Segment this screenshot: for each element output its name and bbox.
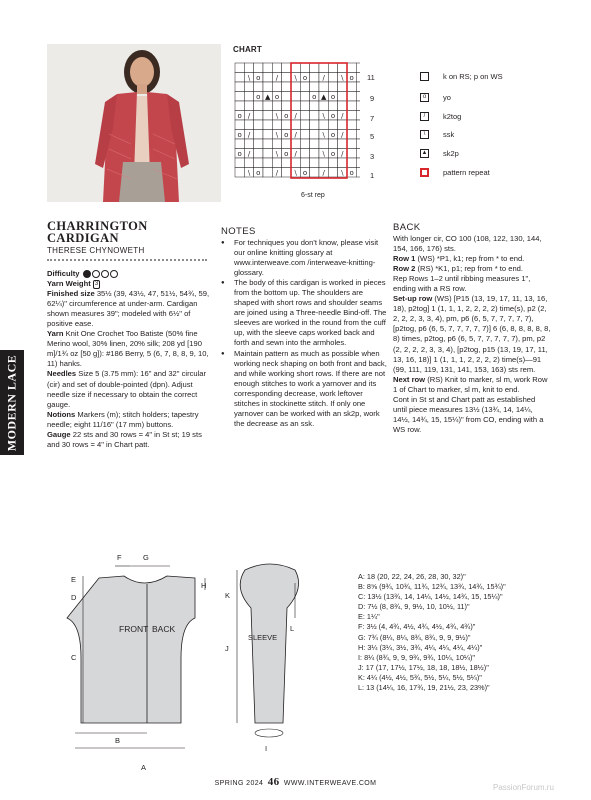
notions-label: Notions xyxy=(47,409,76,419)
chart-cell xyxy=(272,82,281,92)
chart-cell xyxy=(300,158,309,168)
chart-cell xyxy=(282,73,291,83)
chart-cell xyxy=(263,101,272,111)
note-item: ● For techniques you don't know, please visit our online knitting glossary at www.interweave.com /interweave-knitting-glossary. xyxy=(221,238,388,278)
chart-symbol: / xyxy=(275,169,279,177)
sk2p-arrow-icon: ▲ xyxy=(421,149,428,156)
chart-cell xyxy=(300,130,309,140)
chart-cell xyxy=(356,92,360,102)
chart-cell xyxy=(319,82,328,92)
chart-cell xyxy=(272,120,281,130)
chart-symbol: \ xyxy=(294,169,297,177)
chart-symbol: / xyxy=(294,112,297,120)
section-side-tab xyxy=(0,350,24,455)
chart-cell xyxy=(310,63,319,73)
chart-symbol: / xyxy=(247,150,251,158)
back-column xyxy=(393,222,551,435)
chart-cell xyxy=(338,120,347,130)
chart-cell xyxy=(347,63,356,73)
chart-cell xyxy=(254,130,263,140)
chart-cell xyxy=(300,63,309,73)
ssk-backslash-icon: \ xyxy=(420,130,429,139)
needles-text: Size 5 (3.75 mm): 16" and 32" circular (cir) and set of double-pointed (dpn). Adjust needle size if necessary to obtain the correct gauge. xyxy=(47,369,207,409)
chart-cell xyxy=(300,120,309,130)
chart-cell xyxy=(244,101,253,111)
dim-letter-f: F xyxy=(117,553,122,562)
legend-k2tog xyxy=(420,110,461,122)
chart-cell xyxy=(254,149,263,159)
materials-column xyxy=(47,269,213,450)
chart-symbol: o xyxy=(274,93,280,101)
chart-symbol: o xyxy=(237,131,242,139)
chart-cell xyxy=(310,130,319,140)
yarn-weight-label: Yarn Weight xyxy=(47,279,91,289)
empty-square-icon xyxy=(420,72,429,81)
chart-cell xyxy=(300,82,309,92)
chart-cell xyxy=(328,158,337,168)
measurement-item: F: 3½ (4, 4¾, 4½, 4¾, 4½, 4¾, 4¾)" xyxy=(358,622,476,632)
dim-letter-h: H xyxy=(201,581,207,590)
chart-cell xyxy=(356,120,360,130)
chart-cell xyxy=(328,139,337,149)
dim-letter-l: L xyxy=(290,624,295,633)
chart-cell xyxy=(328,73,337,83)
cont-text: Cont in St st and Chart patt as established until piece measures 13½ (13¾, 14, 14¼, 14½, 14¾, 15, 15¼)" from CO, ending with a WS row. xyxy=(393,394,544,434)
yarn-weight-icon: 3 xyxy=(94,280,99,287)
chart-symbol: o xyxy=(237,112,242,120)
chart-symbol: o xyxy=(256,74,261,82)
legend-label: pattern repeat xyxy=(443,167,490,177)
chart-cell xyxy=(291,63,300,73)
chart-cell xyxy=(356,168,360,178)
lace-chart-grid xyxy=(230,58,360,184)
chart-symbol: o xyxy=(330,112,336,120)
chart-cell xyxy=(338,82,347,92)
next-row-label: Next row xyxy=(393,374,426,384)
row1-text: (WS) *P1, k1; rep from * to end. xyxy=(417,254,525,264)
chart-cell xyxy=(282,92,291,102)
chart-cell xyxy=(310,101,319,111)
chart-cell xyxy=(328,82,337,92)
chart-cell xyxy=(356,63,360,73)
difficulty-empty-icon xyxy=(92,270,100,278)
chart-symbol: / xyxy=(341,112,344,120)
next-row-text: (RS) Knit to marker, sl m, work Row 1 of Chart to marker, sl m, knit to end. xyxy=(393,374,548,394)
chart-symbol: \ xyxy=(322,150,325,158)
cardigan-photo-illustration xyxy=(47,44,221,202)
notes-column xyxy=(221,226,388,429)
row-number: 5 xyxy=(370,132,375,141)
chart-cell xyxy=(310,82,319,92)
chart-cell xyxy=(235,168,244,178)
legend-repeat xyxy=(420,166,490,178)
yarn-label: Yarn xyxy=(47,329,64,339)
chart-cell xyxy=(263,139,272,149)
chart-cell xyxy=(356,149,360,159)
chart-cell xyxy=(235,120,244,130)
chart-cell xyxy=(310,120,319,130)
difficulty-filled-icon xyxy=(83,270,91,278)
dim-letter-g: G xyxy=(143,553,149,562)
chart-cell xyxy=(235,73,244,83)
chart-cell xyxy=(338,139,347,149)
k2tog-slash-icon: / xyxy=(420,112,429,121)
row-number: 1 xyxy=(370,171,375,180)
chart-cell xyxy=(263,73,272,83)
chart-cell xyxy=(319,158,328,168)
chart-symbol: o xyxy=(284,150,289,158)
finished-size-text: 35½ (39, 43½, 47, 51½, 54¾, 59, 62¼)" circumference at under-arm. Cardigan shown measures 39"; modeled with 6½" of positive ease. xyxy=(47,289,210,329)
chart-cell xyxy=(282,158,291,168)
chart-cell xyxy=(300,139,309,149)
chart-cell xyxy=(254,120,263,130)
chart-cell xyxy=(272,63,281,73)
model-photo xyxy=(47,44,221,202)
chart-cell xyxy=(300,111,309,121)
chart-symbol: o xyxy=(312,93,317,101)
dim-letter-k: K xyxy=(225,591,231,600)
chart-cell xyxy=(235,63,244,73)
finished-size-label: Finished size xyxy=(47,289,95,299)
chart-cell xyxy=(254,63,263,73)
chart-cell xyxy=(282,82,291,92)
chart-cell xyxy=(244,92,253,102)
gauge-text: 22 sts and 30 rows = 4" in St st; 19 sts and 30 rows = 4" in Chart patt. xyxy=(47,429,202,449)
chart-cell xyxy=(356,82,360,92)
body-outline xyxy=(67,576,195,723)
chart-symbol: / xyxy=(322,169,325,177)
chart-cell xyxy=(300,101,309,111)
setup-label: Set-up row xyxy=(393,294,433,304)
chart-cell xyxy=(319,139,328,149)
rep-text: Rep Rows 1–2 until ribbing measures 1", ending with a RS row. xyxy=(393,274,531,294)
chart-cell xyxy=(347,130,356,140)
chart-cell xyxy=(263,82,272,92)
measurement-item: L: 13 (14¼, 16, 17¾, 19, 21½, 23, 23%)" xyxy=(358,683,490,693)
sleeve-label: SLEEVE xyxy=(248,633,278,642)
chart-cell xyxy=(254,101,263,111)
chart-cell xyxy=(347,139,356,149)
row-number: 7 xyxy=(370,114,375,123)
measurements-list xyxy=(358,572,558,693)
chart-symbol: / xyxy=(294,150,297,158)
chart-cell xyxy=(244,120,253,130)
chart-cell xyxy=(300,149,309,159)
chart-cell xyxy=(347,111,356,121)
chart-cell xyxy=(356,130,360,140)
chart-cell xyxy=(356,158,360,168)
chart-cell xyxy=(282,168,291,178)
legend-yo xyxy=(420,91,451,103)
legend-ssk xyxy=(420,128,454,140)
pattern-title-line: CARDIGAN xyxy=(47,231,119,245)
chart-cell xyxy=(254,158,263,168)
repeat-label: 6-st rep xyxy=(301,192,325,199)
chart-symbol: \ xyxy=(275,150,279,158)
chart-cell xyxy=(282,139,291,149)
chart-cell xyxy=(328,168,337,178)
legend-knit xyxy=(420,70,503,82)
difficulty-empty-icon xyxy=(101,270,109,278)
chart-symbol: ▲ xyxy=(264,93,271,101)
chart-symbol: \ xyxy=(341,169,344,177)
chart-cell xyxy=(328,120,337,130)
chart-cell xyxy=(347,92,356,102)
red-square-icon xyxy=(420,168,429,177)
setup-text: (WS) [P15 (13, 19, 17, 11, 13, 16, 18), p2tog] 1 (1, 1, 1, 2, 2, 2, 2) time(s), p2 (2, 2, 2, 2, 3, 3, 4), pm, p6 (6, 5, 7, 7, 7, 7, 7), [p2tog, p6 (6, 5, 7, 7, 7, 7, 7)] 6 (6, 8, 8, 8, 8, 8, 8) times, p2tog, p6 (6, 5, 7, 7, 7, 7, 7), pm, p2 (2, 2, 2, 2, 3, 3, 4), [p2tog, p15 (13, 19, 17, 11, 13, 16, 18)] 1 (1, 1, 1, 2, 2, 2, 2) time(s)—91 (99, 111, 119, 131, 141, 153, 163) sts rem. xyxy=(393,294,551,374)
dim-letter-a: A xyxy=(141,763,147,772)
chart-symbol: o xyxy=(302,74,308,82)
row-number: 11 xyxy=(367,73,375,82)
legend-label: ssk xyxy=(443,129,455,139)
chart-symbol: \ xyxy=(322,131,325,139)
chart-cell xyxy=(319,63,328,73)
chart-cell xyxy=(347,149,356,159)
measurement-item: J: 17 (17, 17½, 17½, 18, 18, 18½, 18½)" xyxy=(358,662,489,672)
chart-cell xyxy=(282,63,291,73)
measurement-item: E: 1¼" xyxy=(358,612,380,622)
chart-symbol: o xyxy=(349,169,354,177)
legend-label: sk2p xyxy=(443,148,459,158)
chart-cell xyxy=(347,158,356,168)
row-number: 9 xyxy=(370,94,375,103)
notes-heading: NOTES xyxy=(221,226,256,237)
chart-cells xyxy=(235,63,360,177)
chart-cell xyxy=(291,92,300,102)
chart-cell xyxy=(263,168,272,178)
chart-cell xyxy=(347,120,356,130)
chart-cell xyxy=(338,101,347,111)
back-label: BACK xyxy=(152,624,176,634)
chart-cell xyxy=(310,139,319,149)
legend-label: k on RS; p on WS xyxy=(443,71,503,81)
chart-symbol: o xyxy=(330,93,336,101)
chart-cell xyxy=(347,82,356,92)
chart-cell xyxy=(338,92,347,102)
footer-issue: SPRING 2024 xyxy=(214,780,264,787)
chart-symbol: o xyxy=(256,169,261,177)
chart-cell xyxy=(254,139,263,149)
chart-cell xyxy=(244,63,253,73)
chart-symbol: / xyxy=(341,150,344,158)
chart-cell xyxy=(356,139,360,149)
note-item: ● Maintain pattern as much as possible when working neck shaping on both front and back, and while working short rows. If there are not enough stitches to work a yarnover and its corresponding decrease, work leftover stitches in stockinette stitch. If only one yarnover can be worked with an sk2p, work the decrease as an ssk. xyxy=(221,349,388,429)
chart-cell xyxy=(310,158,319,168)
page-number: 46 xyxy=(267,776,280,788)
chart-cell xyxy=(347,101,356,111)
chart-cell xyxy=(254,111,263,121)
chart-symbol: / xyxy=(322,74,325,82)
measurement-item: I: 8¼ (8¾, 9, 9, 9¾, 9¾, 10¼, 10¼)" xyxy=(358,652,475,662)
chart-symbol: \ xyxy=(322,112,325,120)
chart-cell xyxy=(244,158,253,168)
chart-cell xyxy=(235,92,244,102)
chart-title: CHART xyxy=(233,45,262,54)
garment-schematic xyxy=(55,548,355,773)
chart-cell xyxy=(235,82,244,92)
section-side-tab-label: MODERN LACE xyxy=(4,354,19,451)
chart-symbol: \ xyxy=(275,112,279,120)
chart-cell xyxy=(291,101,300,111)
chart-cell xyxy=(291,139,300,149)
legend-label: yo xyxy=(443,92,451,102)
chart-cell xyxy=(282,120,291,130)
row2-label: Row 2 xyxy=(393,264,416,274)
measurement-item: C: 13½ (13¾, 14, 14¼, 14½, 14¾, 15, 15¼)" xyxy=(358,592,503,602)
dim-letter-c: C xyxy=(71,653,77,662)
legend-sk2p xyxy=(420,147,459,159)
pattern-title xyxy=(47,220,207,244)
chart-cell xyxy=(263,120,272,130)
chart-cell xyxy=(263,158,272,168)
measurement-item: B: 8⅝ (9¾, 10¾, 11¾, 12¾, 13¾, 14¾, 15¾)" xyxy=(358,582,506,592)
pattern-title-line: CHARRINGTON xyxy=(47,219,148,233)
designer-name: THERESE CHYNOWETH xyxy=(47,246,145,255)
chart-cell xyxy=(263,63,272,73)
chart-cell xyxy=(254,82,263,92)
chart-cell xyxy=(244,82,253,92)
row1-label: Row 1 xyxy=(393,254,416,264)
watermark: PassionForum.ru xyxy=(493,783,554,792)
chart-symbol: \ xyxy=(341,74,344,82)
chart-symbol: \ xyxy=(247,74,251,82)
chart-symbol: o xyxy=(284,131,289,139)
chart-cell xyxy=(300,92,309,102)
dim-letter-b: B xyxy=(115,736,121,745)
chart-cell xyxy=(356,73,360,83)
chart-symbol: ▲ xyxy=(320,93,327,101)
dim-letter-e: E xyxy=(71,575,77,584)
chart-symbol: \ xyxy=(294,74,297,82)
back-heading: BACK xyxy=(393,222,421,233)
chart-cell xyxy=(319,120,328,130)
legend-label: k2tog xyxy=(443,111,462,121)
chart-symbol: / xyxy=(247,131,251,139)
yarn-text: Knit One Crochet Too Batiste (50% fine Merino wool, 30% linen, 20% silk; 208 yd [190 m]/1¾ oz [50 g]): #186 Berry, 5 (6, 7, 8, 8, 9, 10, 11) hanks. xyxy=(47,329,209,369)
difficulty-empty-icon xyxy=(110,270,118,278)
chart-symbol: / xyxy=(275,74,279,82)
chart-cell xyxy=(244,139,253,149)
difficulty-label: Difficulty xyxy=(47,269,80,278)
back-intro: With longer cir, CO 100 (108, 122, 130, 144, 154, 166, 176) sts. xyxy=(393,234,542,254)
measurement-item: D: 7½ (8, 8¾, 9, 9½, 10, 10½, 11)" xyxy=(358,602,470,612)
chart-symbol: o xyxy=(237,150,242,158)
chart-symbol: o xyxy=(284,112,289,120)
row-number: 3 xyxy=(370,152,375,161)
dim-letter-d: D xyxy=(71,593,77,602)
chart-cell xyxy=(310,111,319,121)
gauge-label: Gauge xyxy=(47,429,71,439)
chart-symbol: / xyxy=(294,131,297,139)
needles-label: Needles xyxy=(47,369,77,379)
chart-cell xyxy=(263,130,272,140)
chart-cell xyxy=(272,139,281,149)
measurement-item: H: 3¼ (3¼, 3½, 3¾, 4¼, 4¼, 4¼, 4¼)" xyxy=(358,642,483,652)
yo-circle-icon: o xyxy=(420,93,429,102)
chart-cell xyxy=(235,139,244,149)
chart-cell xyxy=(328,101,337,111)
chart-cell xyxy=(328,63,337,73)
chart-symbol: o xyxy=(330,150,336,158)
chart-cell xyxy=(235,101,244,111)
chart-cell xyxy=(310,168,319,178)
chart-symbol: \ xyxy=(275,131,279,139)
chart-symbol: o xyxy=(349,74,354,82)
chart-cell xyxy=(310,149,319,159)
notions-text: Markers (m); stitch holders; tapestry needle; eight 11/16" (17 mm) buttons. xyxy=(47,409,199,429)
chart-symbol: \ xyxy=(247,169,251,177)
chart-cell xyxy=(272,158,281,168)
dim-letter-j: J xyxy=(225,644,229,653)
chart-cell xyxy=(291,82,300,92)
chart-symbol: o xyxy=(302,169,308,177)
chart-cell xyxy=(356,101,360,111)
chart-cell xyxy=(272,101,281,111)
front-label: FRONT xyxy=(119,624,149,634)
chart-symbol: / xyxy=(341,131,344,139)
dim-letter-i: I xyxy=(265,744,268,753)
chart-symbol: / xyxy=(247,112,251,120)
footer-site: WWW.INTERWEAVE.COM xyxy=(283,780,377,787)
sleeve-outline xyxy=(240,564,298,723)
chart-cell xyxy=(319,101,328,111)
measurement-item: G: 7¾ (8¼, 8¼, 8¾, 8¾, 9, 9, 9½)" xyxy=(358,632,471,642)
dotted-divider xyxy=(47,259,207,261)
chart-symbol: o xyxy=(256,93,261,101)
chart-cell xyxy=(310,73,319,83)
measurement-item: K: 4¼ (4½, 4½, 5¾, 5½, 5¼, 5½, 5¼)" xyxy=(358,672,482,682)
chart-symbol: o xyxy=(330,131,336,139)
chart-cell xyxy=(291,120,300,130)
chart-cell xyxy=(263,111,272,121)
note-item: ● The body of this cardigan is worked in pieces from the bottom up. The shoulders are shaped with short rows and shoulder seams are joined using a Three-needle Bind-off. The sleeves are worked in the round from the cuff up, with the sleeve caps worked back and forth and sewn into the armholes. xyxy=(221,278,388,348)
chart-cell xyxy=(356,111,360,121)
chart-cell xyxy=(338,63,347,73)
row2-text: (RS) *K1, p1; rep from * to end. xyxy=(417,264,524,274)
chart-cell xyxy=(338,158,347,168)
chart-cell xyxy=(263,149,272,159)
chart-cell xyxy=(282,101,291,111)
chart-cell xyxy=(291,158,300,168)
chart-cell xyxy=(235,158,244,168)
measurement-item: A: 18 (20, 22, 24, 26, 28, 30, 32)" xyxy=(358,572,466,581)
